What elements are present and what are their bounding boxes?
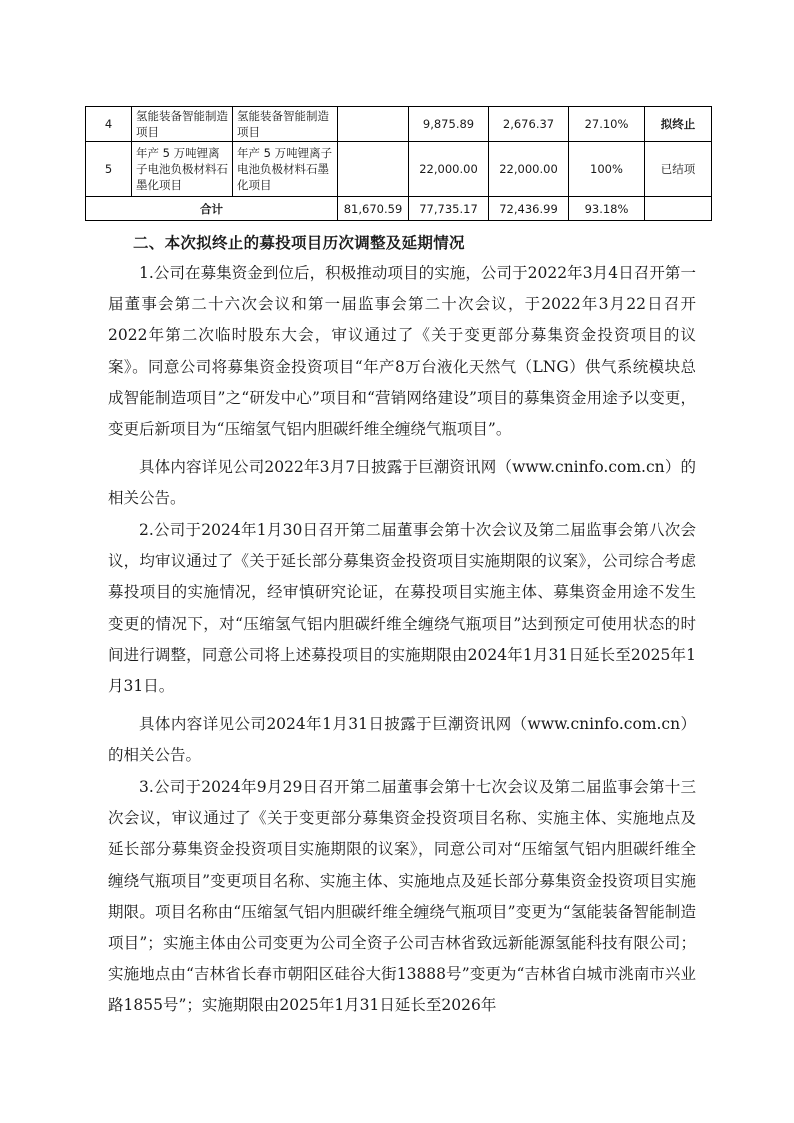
paragraph-3: 2.公司于2024年1月30日召开第二届董事会第十次会议及第二届监事会第八次会议，均审议通过了《关于延长部分募集资金投资项目实施期限的议案》，公司综合考虑募投项目的实施情况，经审慎研究论证，在募投项目实施主体、募集资金用途不发生变更的情况下，对“压缩氢气铝内胆碳纤维全缠绕气瓶项目”达到预定可使用状态的时间进行调整，同意公司将上述募投项目的实施期限由2024年1月31日延长至2025年1月31日。 (108, 521, 696, 696)
total-planned-investment: 81,670.59 (338, 197, 409, 221)
current-project-name: 年产 5 万吨锂离子电池负极材料石墨化项目 (233, 142, 338, 197)
table-row (86, 142, 712, 197)
section-heading: 二、本次拟终止的募投项目历次调整及延期情况 (133, 234, 465, 252)
investment-progress: 100% (569, 142, 645, 197)
table-total-row (86, 197, 712, 221)
original-project-name: 氢能装备智能制造项目 (132, 107, 233, 142)
project-status: 已结项 (645, 142, 712, 197)
current-project-name: 氢能装备智能制造项目 (233, 107, 338, 142)
table-row (86, 107, 712, 142)
planned-investment (338, 107, 409, 142)
row-number: 5 (86, 142, 132, 197)
total-status (645, 197, 712, 221)
paragraph-2: 具体内容详见公司2022年3月7日披露于巨潮资讯网（www.cninfo.com.cn）的相关公告。 (108, 458, 696, 508)
total-committed-investment: 77,735.17 (409, 197, 489, 221)
committed-investment: 22,000.00 (409, 142, 489, 197)
committed-investment: 9,875.89 (409, 107, 489, 142)
project-status: 拟终止 (645, 107, 712, 142)
paragraph-4: 具体内容详见公司2024年1月31日披露于巨潮资讯网（www.cninfo.com.cn）的相关公告。 (108, 715, 696, 765)
fund-projects-table (85, 106, 712, 221)
original-project-name: 年产 5 万吨锂离子电池负极材料石墨化项目 (132, 142, 233, 197)
total-cumulative-investment: 72,436.99 (489, 197, 569, 221)
investment-progress: 27.10% (569, 107, 645, 142)
cumulative-investment: 22,000.00 (489, 142, 569, 197)
total-progress: 93.18% (569, 197, 645, 221)
planned-investment (338, 142, 409, 197)
paragraph-1: 1.公司在募集资金到位后，积极推动项目的实施，公司于2022年3月4日召开第一届董事会第二十六次会议和第一届监事会第二十次会议，于2022年3月22日召开2022年第二次临时股东大会，审议通过了《关于变更部分募集资金投资项目的议案》。同意公司将募集资金投资项目“年产8万台液化天然气（LNG）供气系统模块总成智能制造项目”之“研发中心”项目和“营销网络建设”项目的募集资金用途予以变更，变更后新项目为“压缩氢气铝内胆碳纤维全缠绕气瓶项目”。 (108, 264, 696, 439)
cumulative-investment: 2,676.37 (489, 107, 569, 142)
paragraph-5: 3.公司于2024年9月29日召开第二届董事会第十七次会议及第二届监事会第十三次会议，审议通过了《关于变更部分募集资金投资项目名称、实施主体、实施地点及延长部分募集资金投资项目实施期限的议案》，同意公司对“压缩氢气铝内胆碳纤维全缠绕气瓶项目”变更项目名称、实施主体、实施地点及延长部分募集资金投资项目实施期限。项目名称由“压缩氢气铝内胆碳纤维全缠绕气瓶项目”变更为“氢能装备智能制造项目”；实施主体由公司变更为公司全资子公司吉林省致远新能源氢能科技有限公司；实施地点由“吉林省长春市朝阳区硅谷大街13888号”变更为“吉林省白城市洮南市兴业路1855号”；实施期限由2025年1月31日延长至2026年 (108, 778, 696, 1015)
total-label: 合计 (86, 197, 338, 221)
row-number: 4 (86, 107, 132, 142)
